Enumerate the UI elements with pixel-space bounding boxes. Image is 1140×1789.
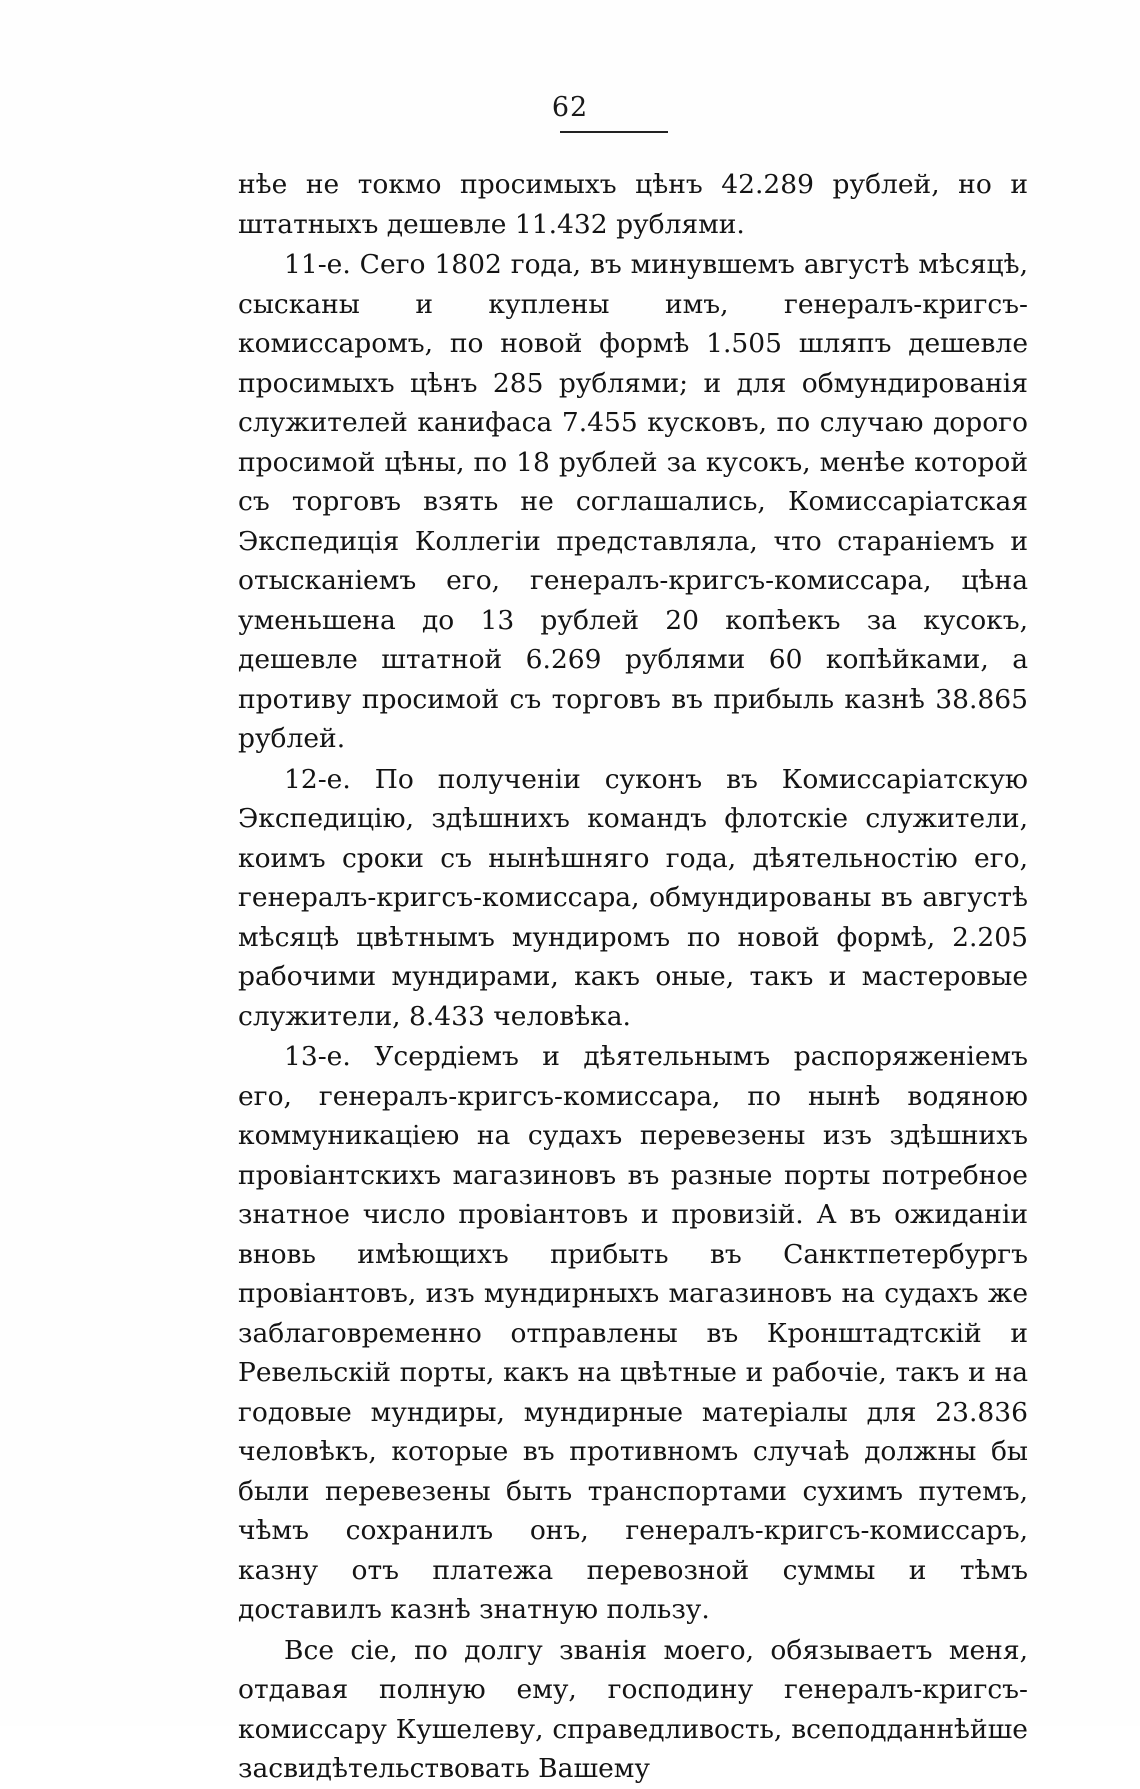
paragraph-item-11: 11-е. Сего 1802 года, въ минувшемъ августѣ мѣсяцѣ, сысканы и куплены имъ, генералъ-кригсъ-комиссаромъ, по новой формѣ 1.505 шляпъ дешевле просимыхъ цѣнъ 285 рублями; и для обмундированія служителей канифаса 7.455 кусковъ, по случаю дорого просимой цѣны, по 18 рублей за кусокъ, менѣе которой съ торговъ взять не соглашались, Комиссаріатская Экспедиція Коллегіи представляла, что стараніемъ и отысканіемъ его, генералъ-кригсъ-комиссара, цѣна уменьшена до 13 рублей 20 копѣекъ за кусокъ, дешевле штатной 6.269 рублями 60 копѣйками, а противу просимой съ торговъ въ прибыль казнѣ 38.865 рублей. — [238, 249, 1028, 754]
body-text — [238, 165, 1028, 1789]
page-number-rule — [560, 131, 668, 133]
paragraph-continuation: нѣе не токмо просимыхъ цѣнъ 42.289 рублей, но и штатныхъ дешевле 11.432 рублями. — [238, 169, 1028, 240]
paragraph-item-13: 13-е. Усердіемъ и дѣятельнымъ распоряженіемъ его, генералъ-кригсъ-комиссара, по нынѣ водяною коммуникаціею на судахъ перевезены изъ здѣшнихъ провіантскихъ магазиновъ въ разные порты потребное знатное число провіантовъ и провизій. А въ ожиданіи вновь имѣющихъ прибыть въ Санктпетербургъ провіантовъ, изъ мундирныхъ магазиновъ на судахъ же заблаговременно отправлены въ Кронштадтскій и Ревельскій порты, какъ на цвѣтные и рабочіе, такъ и на годовые мундиры, мундирные матеріалы для 23.836 человѣкъ, которые въ противномъ случаѣ должны бы были перевезены быть транспортами сухимъ путемъ, чѣмъ сохранилъ онъ, генералъ-кригсъ-комиссаръ, казну отъ платежа перевозной суммы и тѣмъ доставилъ казнѣ знатную пользу. — [238, 1041, 1028, 1625]
paragraph-conclusion: Все сіе, по долгу званія моего, обязываетъ меня, отдавая полную ему, господину генералъ-кригсъ-комиссару Кушелеву, справедливость, всеподданнѣйше засвидѣтельствовать Вашему — [238, 1634, 1028, 1784]
page-number: 62 — [551, 92, 589, 123]
paragraph-item-12: 12-е. По полученіи суконъ въ Комиссаріатскую Экспедицію, здѣшнихъ командъ флотскіе служители, коимъ сроки съ нынѣшняго года, дѣятельностію его, генералъ-кригсъ-комиссара, обмундированы въ августѣ мѣсяцѣ цвѣтнымъ мундиромъ по новой формѣ, 2.205 рабочими мундирами, какъ оные, такъ и мастеровые служители, 8.433 человѣка. — [238, 763, 1028, 1032]
